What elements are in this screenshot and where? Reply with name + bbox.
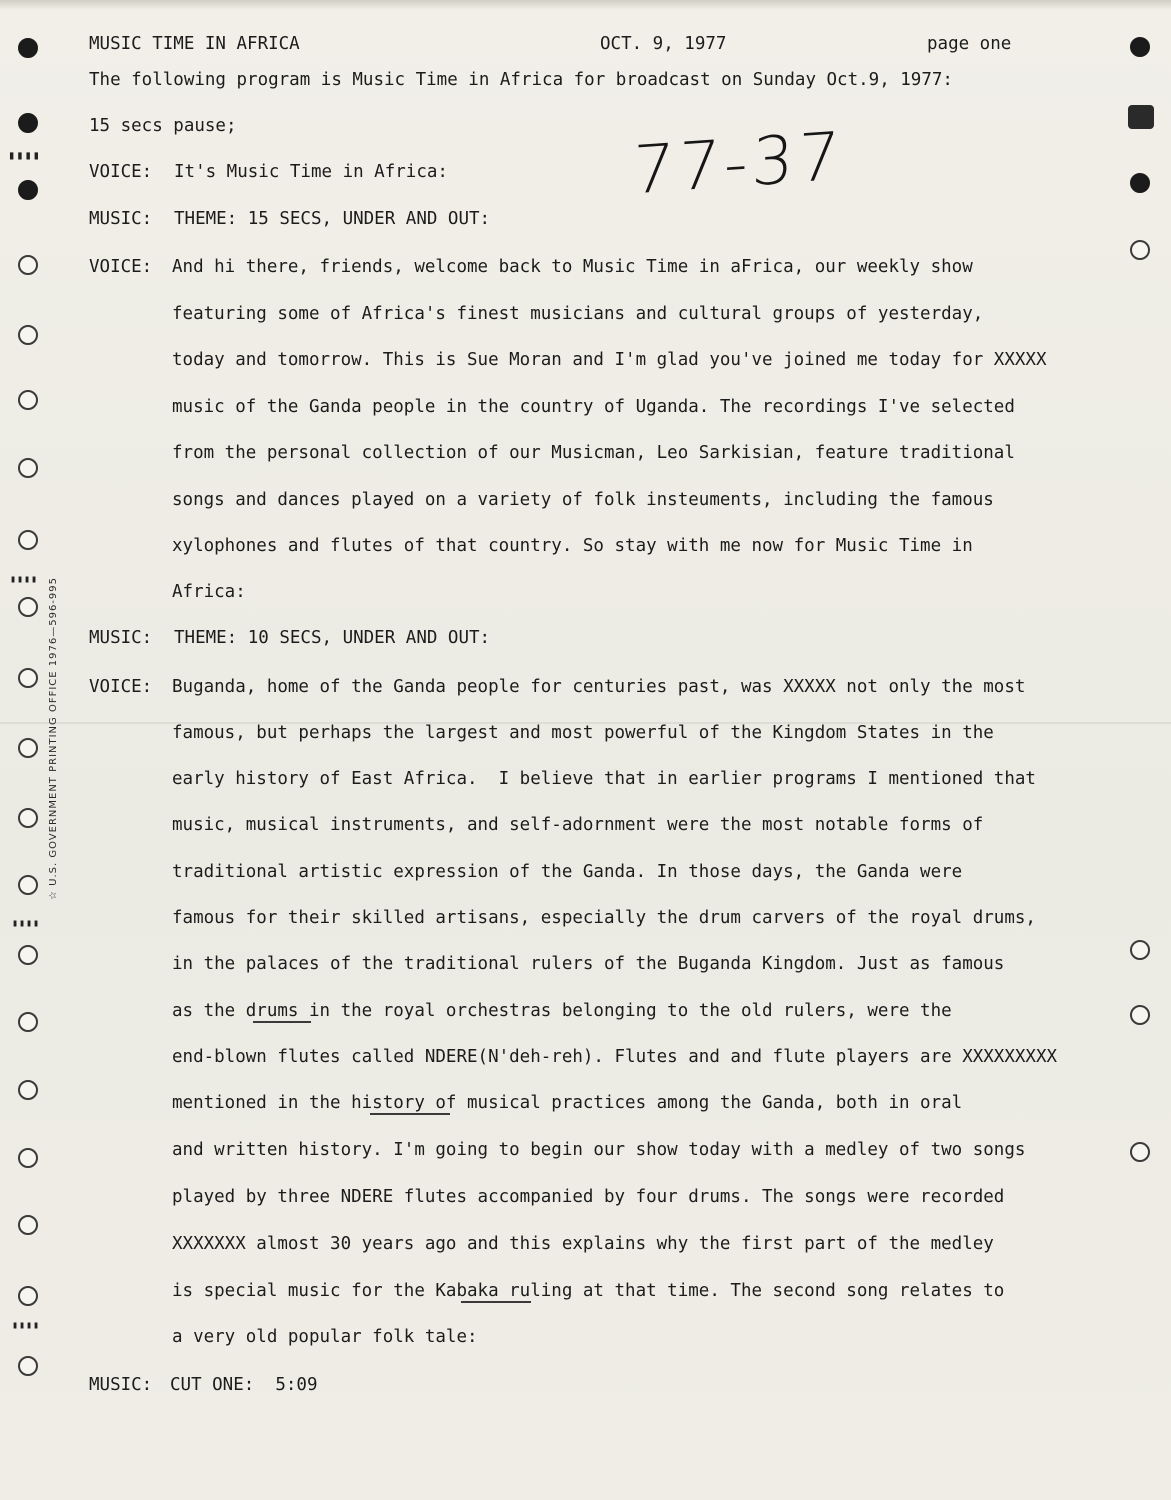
feed-hole (18, 1215, 38, 1235)
segment-line: music, musical instruments, and self-adornment were the most notable forms of (172, 815, 984, 835)
feed-hole (1130, 1142, 1150, 1162)
segment-line: CUT ONE: 5:09 (170, 1375, 318, 1395)
segment-line: as the drums in the royal orchestras belonging to the old rulers, were the (172, 1001, 952, 1021)
segment-line: Buganda, home of the Ganda people for centuries past, was XXXXX not only the most (172, 677, 1026, 697)
segment-line: xylophones and flutes of that country. So stay with me now for Music Time in (172, 536, 973, 556)
segment-line: mentioned in the history of musical practices among the Ganda, both in oral (172, 1093, 963, 1113)
perforation-marks: ▮▮▮▮ (8, 148, 41, 162)
segment-line: played by three NDERE flutes accompanied by four drums. The songs were recorded (172, 1187, 1005, 1207)
segment-line: XXXXXXX almost 30 years ago and this explains why the first part of the medley (172, 1234, 994, 1254)
feed-hole (1130, 240, 1150, 260)
page-title: MUSIC TIME IN AFRICA (89, 34, 300, 54)
paper-top-edge (0, 0, 1171, 10)
perforation-marks: ▮▮▮▮ (12, 1320, 41, 1331)
feed-hole (18, 1356, 38, 1376)
segment-label: VOICE: (89, 162, 153, 182)
feed-hole (18, 530, 38, 550)
feed-hole (1130, 1005, 1150, 1025)
feed-hole (18, 1148, 38, 1168)
pause-line: 15 secs pause; (89, 116, 237, 136)
feed-hole (18, 1080, 38, 1100)
feed-hole (1130, 37, 1150, 57)
segment-line: Africa: (172, 582, 246, 602)
handwritten-underline (253, 1021, 311, 1023)
feed-hole (18, 668, 38, 688)
segment-line: THEME: 15 SECS, UNDER AND OUT: (174, 209, 491, 229)
feed-hole (18, 597, 38, 617)
segment-line: music of the Ganda people in the country of Uganda. The recordings I've selected (172, 397, 1015, 417)
page-number: page one (927, 34, 1012, 54)
feed-hole (18, 180, 38, 200)
handwritten-number: 77-37 (630, 117, 845, 210)
page-date: OCT. 9, 1977 (600, 34, 727, 54)
segment-label: MUSIC: (89, 628, 153, 648)
segment-line: featuring some of Africa's finest musicians and cultural groups of yesterday, (172, 304, 984, 324)
segment-line: famous for their skilled artisans, especially the drum carvers of the royal drums, (172, 908, 1036, 928)
segment-line: today and tomorrow. This is Sue Moran and I'm glad you've joined me today for XXXXX (172, 350, 1047, 370)
segment-label: VOICE: (89, 677, 153, 697)
segment-line: and written history. I'm going to begin our show today with a medley of two songs (172, 1140, 1026, 1160)
feed-hole (18, 113, 38, 133)
handwritten-underline (461, 1301, 531, 1303)
feed-hole (18, 390, 38, 410)
feed-hole (18, 1286, 38, 1306)
feed-hole (1130, 173, 1150, 193)
segment-line: end-blown flutes called NDERE(N'deh-reh). Flutes and and flute players are XXXXXXXXX (172, 1047, 1058, 1067)
segment-label: MUSIC: (89, 209, 153, 229)
feed-hole (18, 38, 38, 58)
handwritten-underline (370, 1113, 450, 1115)
segment-line: a very old popular folk tale: (172, 1327, 478, 1347)
perforation-marks: ▮▮▮▮ (12, 918, 41, 929)
intro-line: The following program is Music Time in Africa for broadcast on Sunday Oct.9, 1977: (89, 70, 953, 90)
feed-hole (18, 808, 38, 828)
segment-line: early history of East Africa. I believe that in earlier programs I mentioned that (172, 769, 1036, 789)
feed-hole (1128, 105, 1154, 129)
segment-line: famous, but perhaps the largest and most powerful of the Kingdom States in the (172, 723, 994, 743)
segment-line: It's Music Time in Africa: (174, 162, 448, 182)
segment-label: MUSIC: (89, 1375, 153, 1395)
feed-hole (18, 738, 38, 758)
segment-line: from the personal collection of our Musicman, Leo Sarkisian, feature traditional (172, 443, 1015, 463)
segment-line: is special music for the Kabaka ruling at that time. The second song relates to (172, 1281, 1005, 1301)
segment-line: songs and dances played on a variety of folk insteuments, including the famous (172, 490, 994, 510)
segment-line: THEME: 10 SECS, UNDER AND OUT: (174, 628, 491, 648)
feed-hole (18, 255, 38, 275)
feed-hole (18, 945, 38, 965)
segment-line: And hi there, friends, welcome back to Music Time in aFrica, our weekly show (172, 257, 973, 277)
segment-label: VOICE: (89, 257, 153, 277)
feed-hole (18, 325, 38, 345)
feed-hole (1130, 940, 1150, 960)
feed-hole (18, 875, 38, 895)
perforation-marks: ▮▮▮▮ (10, 574, 39, 585)
feed-hole (18, 458, 38, 478)
segment-line: in the palaces of the traditional rulers of the Buganda Kingdom. Just as famous (172, 954, 1005, 974)
margin-imprint: ☆ U.S. GOVERNMENT PRINTING OFFICE 1976—596-995 (48, 576, 59, 900)
segment-line: traditional artistic expression of the Ganda. In those days, the Ganda were (172, 862, 963, 882)
feed-hole (18, 1012, 38, 1032)
